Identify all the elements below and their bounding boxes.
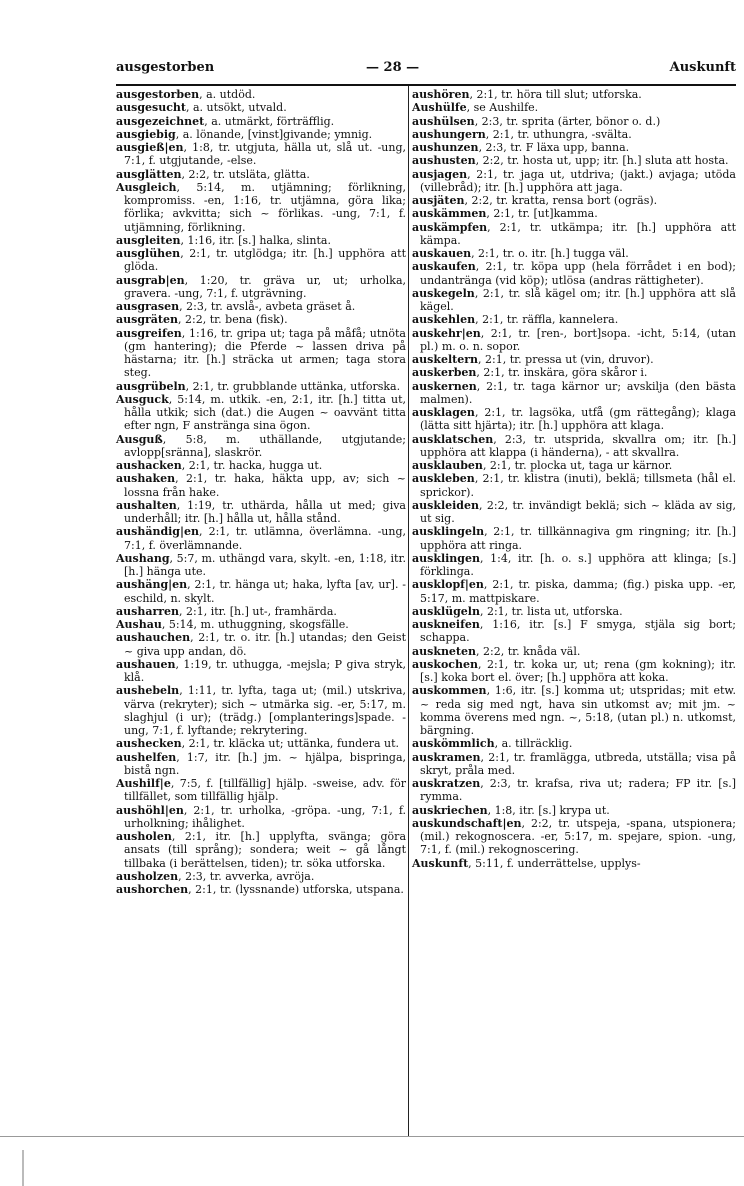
dictionary-entry: auskneifen, 1:16, itr. [s.] F smyga, stjäla sig bort; schappa. [412,618,736,645]
scan-binding-edge [22,1150,24,1186]
entry-headword: ausglätten [116,167,182,181]
dictionary-entry: auskramen, 2:1, tr. framlägga, utbreda, utställa; visa på skryt, pråla med. [412,750,736,777]
dictionary-entry: auskochen, 2:1, tr. koka ur, ut; rena (gm kokning); itr. [s.] koka bort el. över; [h.] upphöra att koka. [412,657,736,684]
entry-headword: Auskunft [412,856,469,870]
entry-headword: aushunzen [412,141,479,154]
entry-headword: aushülsen [412,114,475,128]
entry-headword: auskriechen [412,803,488,817]
dictionary-entry: aushöhl|en, 2:1, tr. urholka, -gröpa. -ung, 7:1, f. urholkning; ihålighet. [116,803,406,830]
entry-headword: ausjagen [412,167,468,181]
entry-headword: auskneifen [412,618,480,631]
entry-headword: Aushang [116,551,170,565]
dictionary-entry: ausklingeln, 2:1, tr. tillkännagiva gm ringning; itr. [h.] upphöra att ringa. [412,525,736,552]
dictionary-entry: auskriechen, 1:8, itr. [s.] krypa ut. [412,803,610,817]
dictionary-entry: auskömmlich, a. tillräcklig. [412,737,573,751]
dictionary-entry: aushungern, 2:1, tr. uthungra, -svälta. [412,127,632,141]
entry-headword: ausgleiten [116,233,181,247]
dictionary-entry: auskernen, 2:1, tr. taga kärnor ur; avskilja (den bästa malmen). [412,379,736,406]
entry-headword: ausgiebig [116,127,176,141]
dictionary-entry: auskeltern, 2:1, tr. pressa ut (vin, druvor). [412,353,654,366]
dictionary-entry: auskleben, 2:1, tr. klistra (inuti), beklä; tillsmeta (hål el. sprickor). [412,472,736,499]
dictionary-entry: auskehlen, 2:1, tr. räffla, kannelera. [412,313,619,327]
header-rule [116,84,736,86]
entry-headword: ausgieß|en [116,141,184,154]
page-header [116,50,736,84]
entry-headword: auskehr|en [412,326,481,340]
dictionary-entry: aushecken, 2:1, tr. kläcka ut; uttänka, fundera ut. [116,737,400,751]
left-column [116,88,406,896]
dictionary-entry: ausgesucht, a. utsökt, utvald. [116,101,287,115]
dictionary-entry: ausharren, 2:1, itr. [h.] ut-, framhärda. [116,604,337,618]
entry-headword: aushungern [412,127,486,141]
entry-headword: aushauchen [116,631,191,645]
entry-headword: ausgestorben [116,88,200,101]
entry-headword: auskämpfen [412,220,488,234]
dictionary-entry: auskratzen, 2:3, tr. krafsa, riva ut; radera; FP itr. [s.] rymma. [412,777,736,804]
entry-headword: aushelfen [116,750,177,764]
entry-headword: ausgrab|en [116,273,185,287]
entry-headword: auskerben [412,366,477,380]
dictionary-entry: ausgestorben, a. utdöd. [116,88,256,101]
entry-headword: auskundschaft|en [412,816,522,830]
entry-headword: auskömmlich [412,737,495,751]
dictionary-entry: ausklügeln, 2:1, tr. lista ut, utforska. [412,604,623,618]
dictionary-entry: ausholen, 2:1, itr. [h.] upplyfta, svänga; göra ansats (till språng); sondera; weit ~ gå långt tillbaka (i berättelsen, tiden); tr. söka utforska. [116,830,406,870]
entry-headword: ausklatschen [412,432,494,446]
entry-headword: ausklagen [412,406,475,419]
dictionary-entry: aushacken, 2:1, tr. hacka, hugga ut. [116,459,323,472]
entry-headword: auskauen [412,247,472,260]
entry-headword: ausklauben [412,459,483,472]
dictionary-entry: auskundschaft|en, 2:2, tr. utspeja, -spana, utspionera; (mil.) rekognoscera. -er, 5:17, m. spejare, spion. -ung, 7:1, f. (mil.) rekognoscering. [412,816,736,857]
entry-headword: Ausguck [116,392,169,406]
dictionary-entry: auskleiden, 2:2, tr. invändigt beklä; sich ~ kläda av sig, ut sig. [412,498,736,525]
entry-headword: aushecken [116,737,182,751]
dictionary-entry: auskehr|en, 2:1, tr. [ren-, bort]sopa. -icht, 5:14, (utan pl.) m. o. n. sopor. [412,326,736,353]
dictionary-entry: auskaufen, 2:1, tr. köpa upp (hela förrådet i en bod); undantränga (vid köp); utlösa (andras rättigheter). [412,260,736,287]
entry-headword: ausholzen [116,869,179,883]
entry-headword: auskämmen [412,207,487,221]
dictionary-entry: aushunzen, 2:3, tr. F läxa upp, banna. [412,141,630,154]
dictionary-entry: ausholzen, 2:3, tr. avverka, avröja. [116,869,315,883]
page-number: — 28 — [366,60,420,75]
dictionary-entry: ausgieß|en, 1:8, tr. utgjuta, hälla ut, slå ut. -ung, 7:1, f. utgjutande, -else. [116,141,406,168]
left-guide-word: ausgestorben [116,60,215,75]
dictionary-entry: aushäng|en, 2:1, tr. hänga ut; haka, lyfta [av, ur]. -eschild, n. skylt. [116,578,406,605]
dictionary-entry: Aushang, 5:7, m. uthängd vara, skylt. -en, 1:18, itr. [h.] hänga ute. [116,551,406,578]
entry-headword: ausgesucht [116,101,186,115]
dictionary-entry: ausgrab|en, 1:20, tr. gräva ur, ut; urholka, gravera. -ung, 7:1, f. utgrävning. [116,273,406,300]
entry-headword: auskehlen [412,313,476,327]
dictionary-entry: ausgrasen, 2:3, tr. avslå-, avbeta gräset å. [116,300,356,313]
dictionary-entry: auskommen, 1:6, itr. [s.] komma ut; utspridas; mit etw. ~ reda sig med ngt, hava sin utkomst av; mit jm. ~ komma överens med ngn. ~, 5:18, (utan pl.) n. utkomst, bärgning. [412,684,736,737]
entry-headword: Aushau [116,618,162,631]
dictionary-entry: aushelfen, 1:7, itr. [h.] jm. ~ hjälpa, bispringa, bistå ngn. [116,750,406,777]
entry-headword: Ausguß [116,432,163,446]
entry-headword: auskneten [412,644,477,658]
scan-bottom-edge [0,1136,744,1137]
dictionary-entry: auskämpfen, 2:1, tr. utkämpa; itr. [h.] upphöra att kämpa. [412,220,736,247]
entry-headword: auskaufen [412,260,476,274]
dictionary-entry: Ausguß, 5:8, m. uthällande, utgjutande; avlopp[sränna], slaskrör. [116,432,406,459]
dictionary-entry: ausklopf|en, 2:1, tr. piska, damma; (fig.) piska upp. -er, 5:17, m. mattpiskare. [412,578,736,605]
entry-headword: aushaken [116,472,176,486]
dictionary-entry: aushören, 2:1, tr. höra till slut; utforska. [412,88,642,101]
dictionary-entry: Aushau, 5:14, m. uthuggning, skogsfälle. [116,618,349,631]
entry-headword: aushalten [116,498,177,512]
dictionary-entry: ausjäten, 2:2, tr. kratta, rensa bort (ogräs). [412,194,658,207]
entry-headword: ausgrübeln [116,379,186,393]
entry-headword: aushauen [116,657,176,671]
entry-headword: aushören [412,88,470,101]
dictionary-entry: aushebeln, 1:11, tr. lyfta, taga ut; (mil.) utskriva, värva (rekryter); sich ~ utmärka sig. -er, 5:17, m. slaghjul (i ur); (trädg.) [omplanterings]spade. -ung, 7:1, f. lyftande; rekrytering. [116,684,406,737]
entry-headword: ausglühen [116,247,181,260]
dictionary-entry: aushalten, 1:19, tr. uthärda, hålla ut med; giva underhåll; itr. [h.] hålla ut, hålla stånd. [116,498,406,525]
dictionary-entry: ausgrübeln, 2:1, tr. grubblande uttänka, utforska. [116,379,401,393]
dictionary-entry: Ausgleich, 5:14, m. utjämning; förlikning, kompromiss. -en, 1:16, tr. utjämna, göra lika; förlika; avkvitta; sich ~ förlikas. -ung, 7:1, f. utjämning, förlikning. [116,180,406,234]
entry-headword: auskeltern [412,353,478,366]
entry-headword: auskegeln [412,286,475,300]
entry-headword: ausgrasen [116,300,180,313]
dictionary-entry: Ausguck, 5:14, m. utkik. -en, 2:1, itr. [h.] titta ut, hålla utkik; sich (dat.) die Augen ~ oavvänt titta efter ngn, F anstränga sina ögon. [116,392,406,433]
dictionary-entry: ausgreifen, 1:16, tr. gripa ut; taga på måfå; utnöta (gm hantering); die Pferde ~ lassen driva på hästarna; itr. [h.] sträcka ut armen; taga stora steg. [116,326,406,380]
dictionary-entry: aushorchen, 2:1, tr. (lyssnande) utforska, utspana. [116,883,404,896]
dictionary-entry: auskneten, 2:2, tr. knåda väl. [412,644,581,658]
entry-headword: ausklopf|en [412,578,484,592]
column-divider [408,86,409,1136]
entry-headword: ausklügeln [412,604,480,618]
dictionary-entry: ausklauben, 2:1, tr. plocka ut, taga ur kärnor. [412,459,673,472]
dictionary-entry: Aushilf|e, 7:5, f. [tillfällig] hjälp. -sweise, adv. för tillfället, som tillfällig hjälp. [116,777,406,804]
entry-headword: auskleiden [412,498,479,512]
dictionary-entry: ausklatschen, 2:3, tr. utsprida, skvallra om; itr. [h.] upphöra att klappa (i händerna), - att skvallra. [412,432,736,459]
dictionary-entry: aushaken, 2:1, tr. haka, häkta upp, av; sich ~ lossna från hake. [116,472,406,499]
dictionary-entry: auskerben, 2:1, tr. inskära, göra skåror i. [412,366,648,380]
entry-headword: ausgreifen [116,326,182,340]
dictionary-entry: aushülsen, 2:3, tr. sprita (ärter, bönor o. d.) [412,114,661,128]
right-guide-word: Auskunft [669,60,736,75]
entry-headword: aushorchen [116,883,189,896]
dictionary-entry: aushändig|en, 2:1, tr. utlämna, överlämna. -ung, 7:1, f. överlämnande. [116,525,406,552]
right-column [412,88,736,870]
dictionary-entry: ausgezeichnet, a. utmärkt, förträfflig. [116,114,335,128]
entry-headword: ausgezeichnet [116,114,205,128]
dictionary-entry: auskämmen, 2:1, tr. [ut]kamma. [412,207,598,221]
entry-headword: auskommen [412,684,487,698]
entry-headword: Aushilf|e [116,777,171,790]
entry-headword: ausklingen [412,551,480,565]
dictionary-entry: ausgräten, 2:2, tr. bena (fisk). [116,313,288,327]
dictionary-entry: aushusten, 2:2, tr. hosta ut, upp; itr. [h.] sluta att hosta. [412,154,729,168]
entry-headword: ausgräten [116,313,179,327]
dictionary-entry: ausklingen, 1:4, itr. [h. o. s.] upphöra att klinga; [s.] förklinga. [412,551,736,578]
entry-headword: ausharren [116,604,180,618]
dictionary-entry: auskauen, 2:1, tr. o. itr. [h.] tugga väl. [412,247,629,260]
dictionary-entry: aushauen, 1:19, tr. uthugga, -mejsla; P giva stryk, klå. [116,657,406,684]
entry-headword: Aushülfe [412,101,467,115]
entry-headword: aushacken [116,459,182,472]
entry-headword: aushusten [412,154,476,168]
entry-headword: auskratzen [412,777,481,790]
dictionary-entry: ausglätten, 2:2, tr. utsläta, glätta. [116,167,310,181]
dictionary-entry: ausjagen, 2:1, tr. jaga ut, utdriva; (jakt.) avjaga; utöda (villebråd); itr. [h.] upphöra att jaga. [412,167,736,194]
dictionary-entry: Auskunft, 5:11, f. underrättelse, upplys- [412,856,641,870]
dictionary-entry: ausgleiten, 1:16, itr. [s.] halka, slinta. [116,233,331,247]
entry-headword: auskernen [412,379,477,393]
entry-headword: Ausgleich [116,180,177,194]
entry-headword: ausholen [116,830,172,843]
entry-headword: auskochen [412,657,478,671]
dictionary-entry: ausklagen, 2:1, tr. lagsöka, utfå (gm rättegång); klaga (lätta sitt hjärta); itr. [h.] upphöra att klaga. [412,406,736,433]
entry-headword: aushöhl|en [116,803,184,817]
dictionary-entry: ausgiebig, a. lönande, [vinst]givande; ymnig. [116,127,373,141]
entry-headword: auskleben [412,472,475,486]
dictionary-entry: ausglühen, 2:1, tr. utglödga; itr. [h.] upphöra att glöda. [116,247,406,274]
dictionary-entry: Aushülfe, se Aushilfe. [412,101,539,115]
entry-headword: ausklingeln [412,525,485,539]
entry-headword: aushäng|en [116,578,188,592]
entry-headword: aushebeln [116,684,180,698]
dictionary-entry: auskegeln, 2:1, tr. slå kägel om; itr. [h.] upphöra att slå kägel. [412,286,736,313]
entry-headword: ausjäten [412,194,465,207]
entry-headword: aushändig|en [116,525,199,539]
entry-headword: auskramen [412,750,481,764]
dictionary-entry: aushauchen, 2:1, tr. o. itr. [h.] utandas; den Geist ~ giva upp andan, dö. [116,631,406,658]
